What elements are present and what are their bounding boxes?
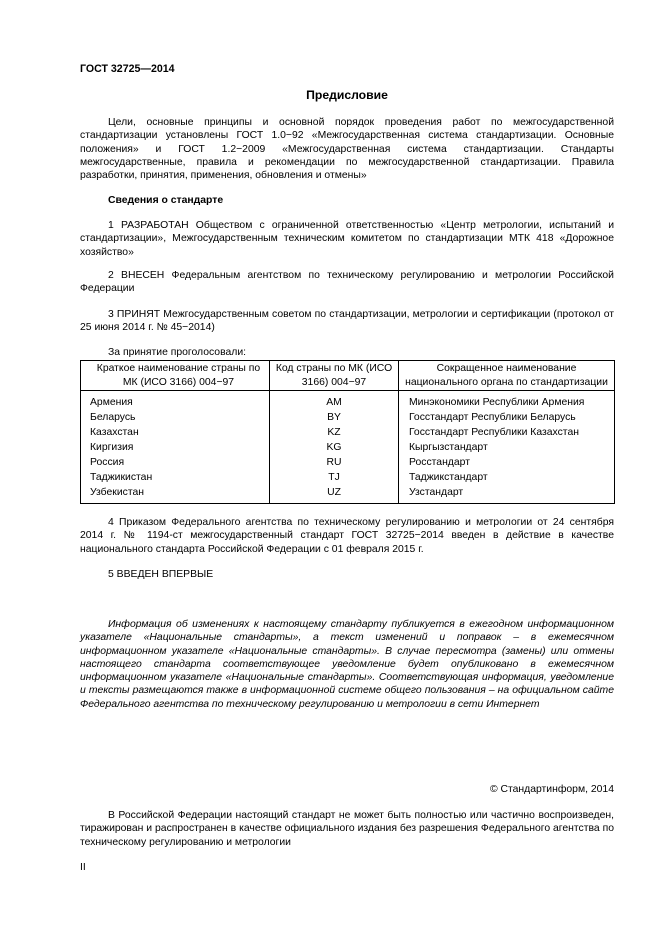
code-cell: RU (270, 455, 399, 470)
body-cell: Госстандарт Республики Беларусь (399, 410, 615, 425)
code-cell: BY (270, 410, 399, 425)
column-header-country: Краткое наименование страны по МК (ИСО 3166) 004−97 (81, 361, 270, 391)
copyright-line: © Стандартинформ, 2014 (489, 784, 614, 795)
intro-paragraph: Цели, основные принципы и основной порядок проведения работ по межгосударственной стандартизации установлены ГОСТ 1.0−92 «Межгосударственная система стандартизации. Основные положения» и ГОСТ 1.2−2009 «Межгосударственная система стандартизации. Стандарты межгосударственные, правила и рекомендации по межгосударственной стандартизации. Правила разработки, принятия, применения, обновления и отмены» (80, 117, 614, 182)
page-number: II (80, 862, 86, 873)
vote-label: За принятие проголосовали: (108, 347, 247, 358)
section-title: Сведения о стандарте (108, 195, 224, 206)
code-cell: UZ (270, 485, 399, 504)
table-row (81, 470, 615, 485)
column-header-body: Сокращенное наименование национального органа по стандартизации (399, 361, 615, 391)
table-row (81, 425, 615, 440)
info-paragraph: Информация об изменениях к настоящему стандарту публикуется в ежегодном информационном указателе «Национальные стандарты», а текст изменений и поправок – в ежемесячном информационном указателе «Национальные стандарты». В случае пересмотра (замены) или отмены настоящего стандарта соответствующее уведомление будет опубликовано в ежемесячном информационном указателе «Национальные стандарты». Соответствующая информация, уведомление и тексты размещаются также в информационной системе общего пользования – на официальном сайте Федерального агентства по техническому регулированию и метрологии в сети Интернет (80, 619, 614, 710)
table-row (81, 485, 615, 504)
item-2-paragraph: 2 ВНЕСЕН Федеральным агентством по техническому регулированию и метрологии Российской Федерации (80, 270, 614, 295)
body-cell: Узстандарт (399, 485, 615, 504)
country-cell: Казахстан (81, 425, 270, 440)
code-cell: AM (270, 391, 399, 411)
body-cell: Минэкономики Республики Армения (399, 391, 615, 411)
notice-paragraph: В Российской Федерации настоящий стандарт не может быть полностью или частично воспроизведен, тиражирован и распространен в качестве официального издания без разрешения Федерального агентства по техническому регулированию и метрологии (80, 810, 614, 848)
table-row (81, 410, 615, 425)
body-cell: Росстандарт (399, 455, 615, 470)
item-5-paragraph: 5 ВВЕДЕН ВПЕРВЫЕ (108, 569, 214, 580)
item-4-paragraph: 4 Приказом Федерального агентства по техническому регулированию и метрологии от 24 сентября 2014 г. № 1194-ст межгосударственный стандарт ГОСТ 32725−2014 введен в действие в качестве национального стандарта Российской Федерации с 01 февраля 2015 г. (80, 517, 614, 555)
body-cell: Таджикстандарт (399, 470, 615, 485)
table-header-row (81, 361, 615, 391)
table-row (81, 440, 615, 455)
column-header-code: Код страны по МК (ИСО 3166) 004−97 (270, 361, 399, 391)
code-cell: TJ (270, 470, 399, 485)
country-cell: Россия (81, 455, 270, 470)
table-row (81, 391, 615, 411)
voting-table (80, 360, 615, 504)
item-1-paragraph: 1 РАЗРАБОТАН Обществом с ограниченной ответственностью «Центр метрологии, испытаний и стандартизации», Межгосударственным техническим комитетом по стандартизации МТК 418 «Дорожное хозяйство» (80, 220, 614, 258)
body-cell: Госстандарт Республики Казахстан (399, 425, 615, 440)
code-cell: KG (270, 440, 399, 455)
document-page (80, 0, 614, 935)
table-row (81, 455, 615, 470)
code-cell: KZ (270, 425, 399, 440)
item-3-paragraph: 3 ПРИНЯТ Межгосударственным советом по стандартизации, метрологии и сертификации (протокол от 25 июня 2014 г. № 45−2014) (80, 309, 614, 334)
country-cell: Беларусь (81, 410, 270, 425)
country-cell: Узбекистан (81, 485, 270, 504)
document-header: ГОСТ 32725—2014 (80, 63, 175, 75)
country-cell: Армения (81, 391, 270, 411)
country-cell: Таджикистан (81, 470, 270, 485)
country-cell: Киргизия (81, 440, 270, 455)
body-cell: Кыргызстандарт (399, 440, 615, 455)
page-title: Предисловие (306, 88, 388, 102)
